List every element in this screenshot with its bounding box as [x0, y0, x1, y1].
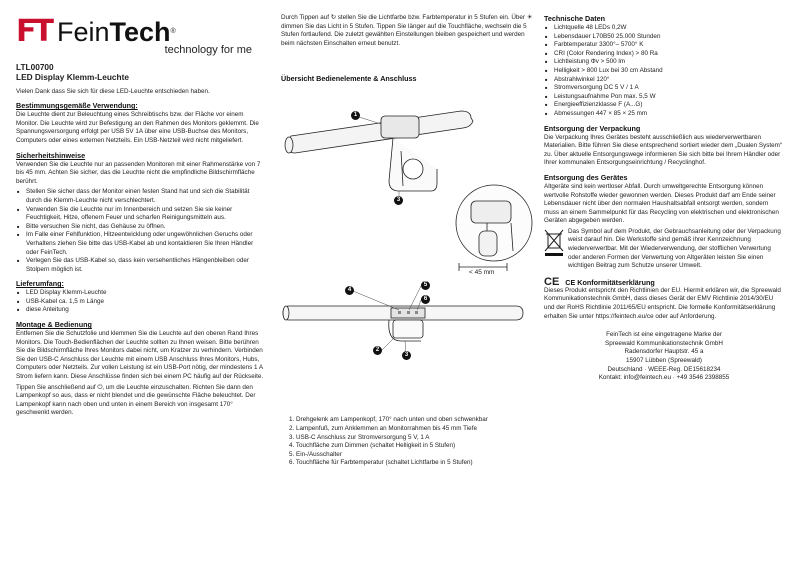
use-text: Die Leuchte dient zur Beleuchtung eines Schreibtischs bzw. der Fläche vor einem Monitor. Die Leuchte wird zur Befestigung an den Rahmen des Monitors geklemmt. Die Spannungsversorgung erfolgt per USB 5V 1A über eine USB-Buchse des Monitors, Computers oder eines externen Netzteils. Ein USB-Netzteil wird nicht mitgeliefert.	[16, 111, 259, 144]
feintech-logo-mark: FT	[16, 13, 51, 49]
ce-heading-row	[544, 278, 784, 287]
packaging-text: Die Verpackung Ihres Gerätes besteht ausschließlich aus wiederverwertbaren Materialien. Bitte führen Sie diese entsprechend sortiert wieder dem „Dualen System“ zu. Über aktuelle Entsorgungswege informieren Sie sich bitte bei Ihrem Händler oder Ihrer kommunalen Entsorgungseinrichtung / Recyclinghof.	[544, 133, 782, 167]
device-heading: Entsorgung des Gerätes	[544, 172, 628, 182]
list-item: ■ Helligkeit > 800 Lux bei 30 cm Abstand	[544, 67, 784, 76]
column-1	[16, 14, 266, 420]
device-text: Altgeräte sind kein wertloser Abfall. Durch umweltgerechte Entsorgung können wertvolle Rohstoffe wieder gewonnen werden. Dieses Produkt darf am Ende seiner Lebensdauer nicht über den normalen Haushaltsabfall entsorgt werden, sondern muss an einem Sammelpunkt für das Recycling von elektrischen und elektronischen Geräten abgegeben werden.	[544, 182, 779, 225]
color-touch-icon	[415, 311, 418, 314]
callout-3a: 3	[394, 196, 403, 205]
list-item: ■ Lebensdauer L70B50 25.000 Stunden	[544, 33, 784, 42]
column-3	[544, 14, 784, 383]
weee-block	[544, 228, 784, 273]
callout-6: 6	[421, 295, 430, 304]
dimension-label: < 45 mm	[469, 269, 495, 277]
brand-name: FeinTech®	[56, 16, 176, 47]
safety-heading: Sicherheitshinweise	[16, 150, 86, 160]
address-line: Radensdorfer Hauptstr. 45 a	[624, 348, 704, 356]
product-figure	[281, 91, 534, 416]
list-item: ■ Abstrahlwinkel 120°	[544, 76, 784, 85]
list-item: ■ Verwenden Sie die Leuchte nur im Innenbereich und setzen Sie sie keiner Feuchtigkeit, Hitze, offenem Feuer und scharfen Reinigungsmitteln aus.	[16, 206, 266, 223]
mount-text: Entfernen Sie die Schutzfolie und klemmen Sie die Leuchte auf den oberen Rand Ihres Monitors. Die Touch-Bedienflächen der Leuchte sollten zu Ihnen weisen. Bitte berühren Sie die Bildschirmfläche Ihres Monitors dabei nicht, um Kratzer zu verhindern. Verbinden Sie den USB-C Anschluss der Leuchte mit einem USB Anschluss Ihres Monitors, Hubs, Computers oder Netzteils. Zur vollen Leistung ist ein USB-Port nötig, der mindestens 1 A Strom liefern kann. Diese Anschlüsse finden sich bei einem PC häufig auf der Rückseite.	[16, 330, 264, 381]
use-heading: Bestimmungsgemäße Verwendung:	[16, 101, 138, 111]
list-item: ■ Verlegen Sie das USB-Kabel so, dass kein versehentliches Hängenbleiben oder Stolpern möglich ist.	[16, 257, 266, 274]
list-item: ■ Energieeffizienzklasse F (A...G)	[544, 101, 784, 110]
address-line: 15907 Lübben (Spreewald)	[626, 357, 702, 364]
list-item: ■ Leistungsaufnahme Pon max. 5,5 W	[544, 93, 784, 102]
product-title: LED Display Klemm-Leuchte	[16, 71, 129, 82]
lamp-illustration	[281, 91, 534, 416]
weee-text: Das Symbol auf dem Produkt, der Gebrauchsanleitung oder der Verpackung weist darauf hin. Die Werkstoffe sind gemäß ihrer Kennzeichnung wiederverwertbar. Mit der Wiederverwendung, der stofflichen Verwertung oder anderen Formen der Verwertung von Altgeräten leisten Sie einen wichtigen Beitrag zum Schutze unserer Umwelt.	[568, 227, 781, 270]
intro-text: Vielen Dank dass Sie sich für diese LED-Leuchte entschieden haben.	[16, 87, 210, 95]
address-line: Kontakt: info@feintech.eu · +49 3546 2398855	[598, 374, 730, 382]
safety-text: Verwenden Sie die Leuchte nur an passenden Monitoren mit einer Rahmenstärke von 7 bis 45 mm. Achten Sie sicher, das die Leuchte nicht die empfindliche Bildschirmfläche berührt.	[16, 160, 261, 185]
weee-bin-icon	[544, 228, 564, 258]
list-item: ■ Im Falle einer Fehlfunktion, Hitzeentwicklung oder ungewöhnlichen Geruchs oder Verhaltens ziehen Sie bitte das USB-Kabel ab und kontaktieren Sie Ihren Händler oder FeinTech.	[16, 231, 266, 257]
model-number: LTL00700	[16, 61, 54, 72]
mount-heading: Montage & Bedienung	[16, 320, 92, 330]
callout-3b: 3	[402, 351, 411, 360]
mount-text-2: Tippen Sie anschließend auf ⏻, um die Leuchte einzuschalten. Richten Sie dann den Lampenkopf so aus, dass er nicht blendet und die gewünschte Fläche beleuchtet. Der Lampenkopf kann nach oben und unten in einem Bereich von insgesamt 170° geschwenkt werden.	[16, 383, 256, 417]
list-item: ■ CRI (Color Rendering Index) > 80 Ra	[544, 50, 784, 59]
list-item: ■ Abmessungen 447 × 85 × 25 mm	[544, 110, 784, 119]
address-line: Deutschland · WEEE-Reg. DE15618234	[607, 365, 721, 373]
legend-item: 1. Drehgelenk am Lampenkopf, 170° nach unten und oben schwenkbar	[289, 416, 488, 424]
legend-list	[281, 416, 534, 468]
ce-heading: CE Konformitätserklärung	[565, 277, 655, 287]
list-item: ■ Stromversorgung DC 5 V / 1 A	[544, 84, 784, 93]
address-line: Spreewald Kommunikationstechnik GmbH	[605, 339, 723, 347]
legend-item: 4. Touchfläche zum Dimmen (schaltet Helligkeit in 5 Stufen)	[289, 442, 456, 450]
ce-mark-icon: CE	[544, 276, 560, 289]
legend-item: 2. Lampenfuß, zum Anklemmen an Monitorrahmen bis 45 mm Tiefe	[289, 424, 477, 432]
delivery-list	[16, 289, 266, 315]
callout-1: 1	[351, 111, 360, 120]
column-2	[281, 14, 534, 468]
list-item: ■ LED Display Klemm-Leuchte	[16, 289, 266, 298]
list-item: ■ Stellen Sie sicher dass der Monitor einen festen Stand hat und sich die Stabilität durch die Klemm-Leuchte nicht verschlechtert.	[16, 188, 266, 205]
list-item: ■ Lichtleistung Φv > 500 lm	[544, 58, 784, 67]
callout-4: 4	[345, 286, 354, 295]
list-item: ■ Lichtquelle 48 LEDs 0,2W	[544, 24, 784, 33]
address-line: FeinTech ist eine eingetragene Marke der	[606, 331, 722, 339]
list-item: ■ diese Anleitung	[16, 306, 266, 315]
tech-heading: Technische Daten	[544, 14, 605, 23]
overview-heading: Übersicht Bedienelemente & Anschluss	[281, 74, 417, 84]
delivery-heading: Lieferumfang:	[16, 279, 64, 289]
safety-list	[16, 188, 266, 274]
power-touch-icon	[407, 311, 410, 314]
legend-item: 6. Touchfläche für Farbtemperatur (schaltet Lichtfarbe in 5 Stufen)	[289, 459, 473, 467]
tech-list	[544, 24, 784, 119]
list-item: ■ Farbtemperatur 3300°– 5700° K	[544, 41, 784, 50]
callout-2: 2	[373, 346, 382, 355]
legend-item: 5. Ein-/Ausschalter	[289, 450, 342, 458]
dim-touch-icon	[398, 311, 401, 314]
list-item: ■ USB-Kabel ca. 1,5 m Länge	[16, 298, 266, 307]
legend-item: 3. USB-C Anschluss zur Stromversorgung 5 V, 1 A	[289, 433, 430, 441]
brand-tagline: technology for me	[164, 44, 252, 56]
callout-5: 5	[421, 281, 430, 290]
touch-text: Durch Tippen auf ↻ stellen Sie die Lichtfarbe bzw. Farbtemperatur in 5 Stufen ein. Über ☀ dimmen Sie das Licht in 5 Stufen. Tippen Sie länger auf die Touchfläche, wechseln die 5 Stufen fortlaufend. Die zuletzt gewählten Einstellungen bleiben gespeichert und werden beim nächsten Einschalten erneut benutzt.	[281, 14, 533, 47]
ce-text: Dieses Produkt entspricht den Richtlinien der EU. Hiermit erklären wir, die Spreewald Kommunikationstechnik GmbH, dass dieses Gerät der EMV Richtlinie 2014/30/EU und der RoHS Richtlinie 2011/65/EU entspricht. Die formelle Konformitätserklärung erhalten Sie unter https://feintech.eu/ce oder auf Anforderung.	[544, 286, 781, 320]
list-item: ■ Bitte versuchen Sie nicht, das Gehäuse zu öffnen.	[16, 223, 266, 232]
company-address	[544, 331, 784, 383]
packaging-heading: Entsorgung der Verpackung	[544, 123, 641, 133]
